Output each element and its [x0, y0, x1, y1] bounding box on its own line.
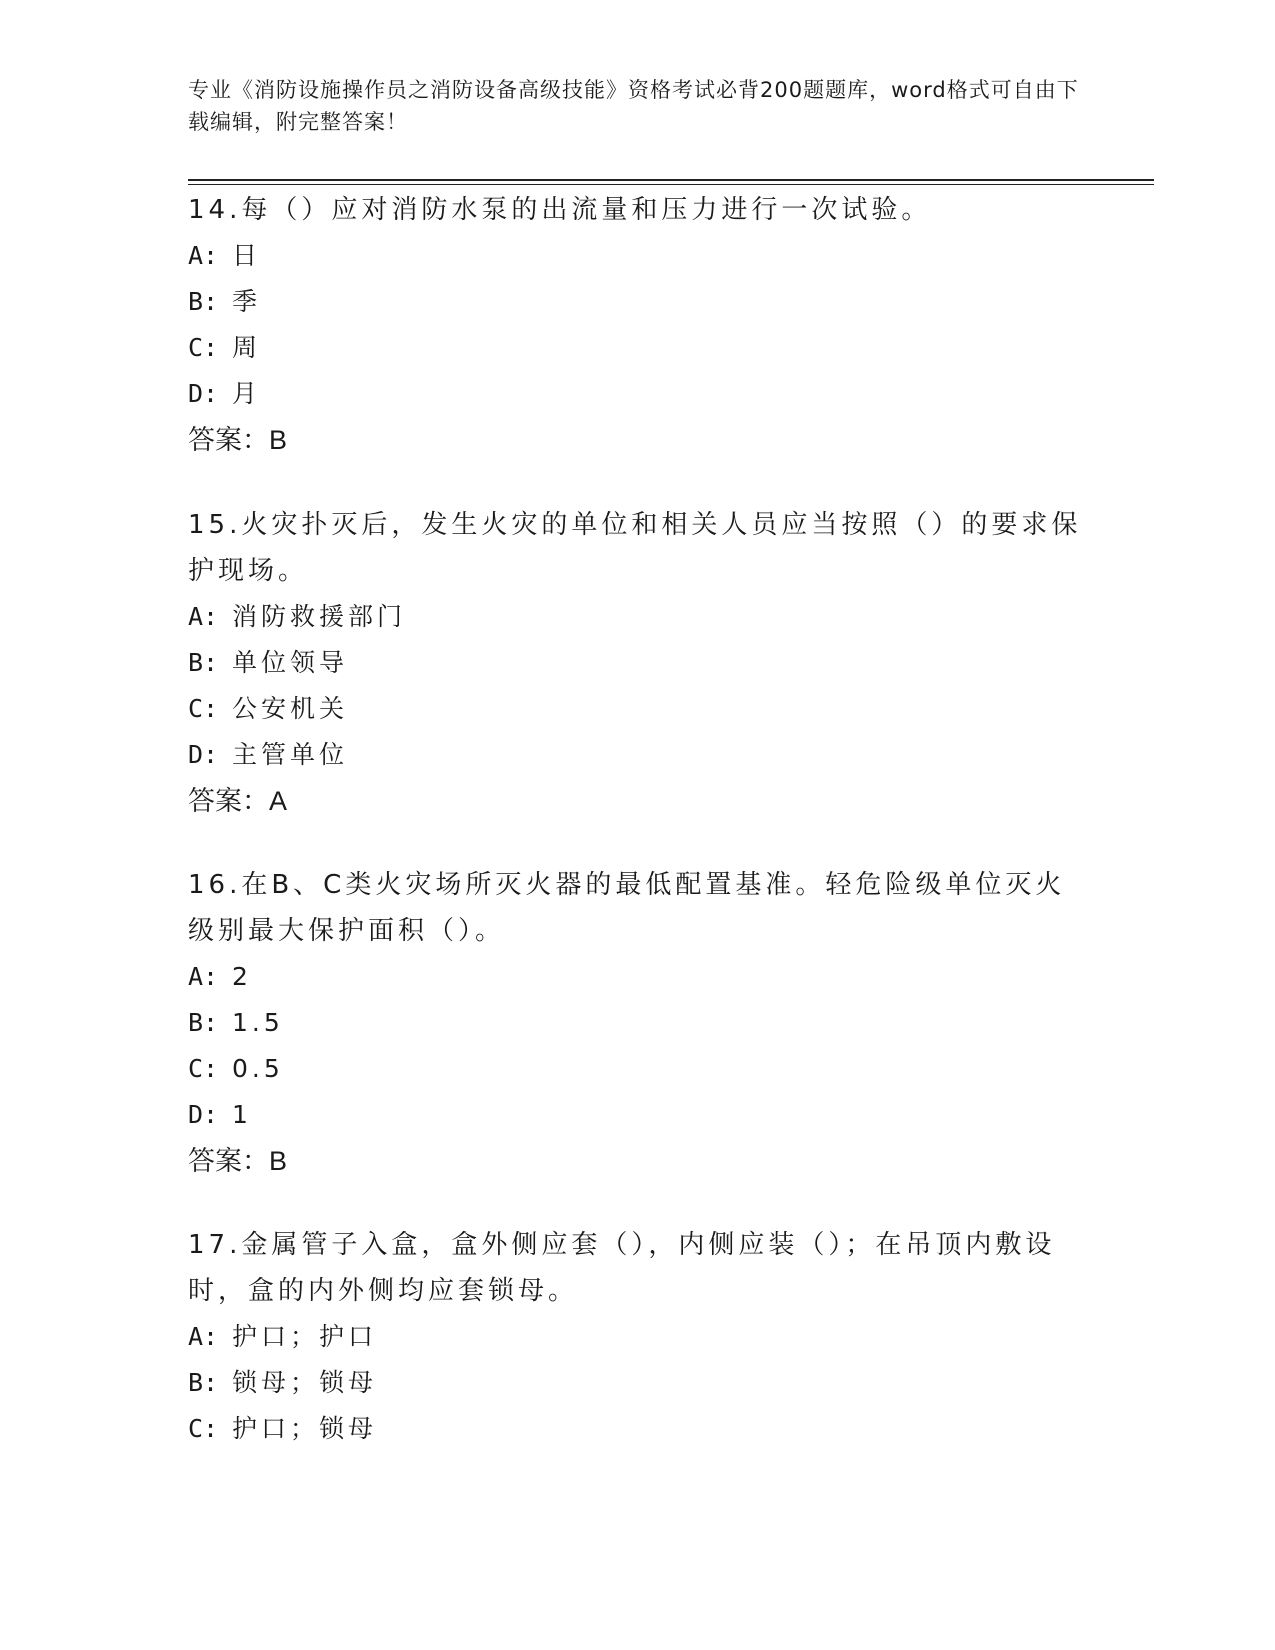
option-text: 单位领导: [232, 648, 349, 677]
option-letter: C:: [188, 1054, 219, 1083]
option-text: 护口；锁母: [232, 1414, 378, 1443]
option-letter: C:: [188, 1414, 219, 1443]
option-d: [188, 1092, 1088, 1138]
answer-line: [188, 1138, 1088, 1184]
header-divider: [188, 179, 1154, 181]
option-d: [188, 371, 1088, 417]
option-text: 消防救援部门: [232, 602, 407, 631]
option-b: [188, 1000, 1088, 1046]
question-stem: 17.金属管子入盒，盒外侧应套（），内侧应装（）；在吊顶内敷设时，盒的内外侧均应套锁母。: [188, 1230, 1056, 1306]
option-b: [188, 640, 1088, 686]
question-stem: 15.火灾扑灭后，发生火灾的单位和相关人员应当按照（）的要求保护现场。: [188, 510, 1082, 586]
option-text: 月: [232, 379, 262, 408]
option-text: 周: [232, 333, 262, 362]
option-letter: B:: [188, 1008, 219, 1037]
question-16: [188, 862, 1088, 1184]
answer-label: 答案：: [188, 1146, 269, 1177]
option-b: [188, 279, 1088, 325]
answer-label: 答案：: [188, 786, 269, 817]
option-text: 1: [232, 1100, 252, 1129]
question-17: [188, 1222, 1088, 1452]
option-text: 主管单位: [232, 740, 349, 769]
answer-line: [188, 417, 1088, 463]
option-text: 护口；护口: [232, 1322, 378, 1351]
answer-label: 答案：: [188, 425, 269, 456]
option-letter: B:: [188, 287, 219, 316]
option-text: 公安机关: [232, 694, 349, 723]
answer-value: A: [269, 786, 288, 816]
answer-value: B: [269, 1146, 288, 1176]
option-letter: D:: [188, 740, 219, 769]
option-c: [188, 686, 1088, 732]
option-b: [188, 1360, 1088, 1406]
answer-value: B: [269, 425, 288, 455]
option-letter: C:: [188, 694, 219, 723]
document-header: [188, 74, 1088, 138]
option-letter: A:: [188, 602, 219, 631]
header-divider-thin: [188, 184, 1154, 185]
option-letter: A:: [188, 962, 219, 991]
option-text: 锁母；锁母: [232, 1368, 378, 1397]
option-text: 1.5: [232, 1008, 284, 1037]
option-c: [188, 325, 1088, 371]
option-text: 日: [232, 241, 262, 270]
question-14: [188, 187, 1088, 463]
option-letter: C:: [188, 333, 219, 362]
option-letter: D:: [188, 1100, 219, 1129]
option-a: [188, 233, 1088, 279]
option-a: [188, 1314, 1088, 1360]
option-letter: D:: [188, 379, 219, 408]
header-text: 专业《消防设施操作员之消防设备高级技能》资格考试必背200题题库，word格式可自由下载编辑，附完整答案！: [188, 78, 1079, 134]
question-stem: 16.在B、C类火灾场所灭火器的最低配置基准。轻危险级单位灭火级别最大保护面积（）。: [188, 870, 1066, 946]
option-letter: B:: [188, 1368, 219, 1397]
answer-line: [188, 778, 1088, 824]
option-d: [188, 732, 1088, 778]
option-letter: B:: [188, 648, 219, 677]
option-text: 季: [232, 287, 262, 316]
option-letter: A:: [188, 241, 219, 270]
option-a: [188, 594, 1088, 640]
option-text: 2: [232, 962, 252, 991]
option-c: [188, 1406, 1088, 1452]
question-15: [188, 502, 1088, 824]
question-stem: 14.每（）应对消防水泵的出流量和压力进行一次试验。: [188, 195, 932, 225]
option-a: [188, 954, 1088, 1000]
option-text: 0.5: [232, 1054, 284, 1083]
option-c: [188, 1046, 1088, 1092]
option-letter: A:: [188, 1322, 219, 1351]
